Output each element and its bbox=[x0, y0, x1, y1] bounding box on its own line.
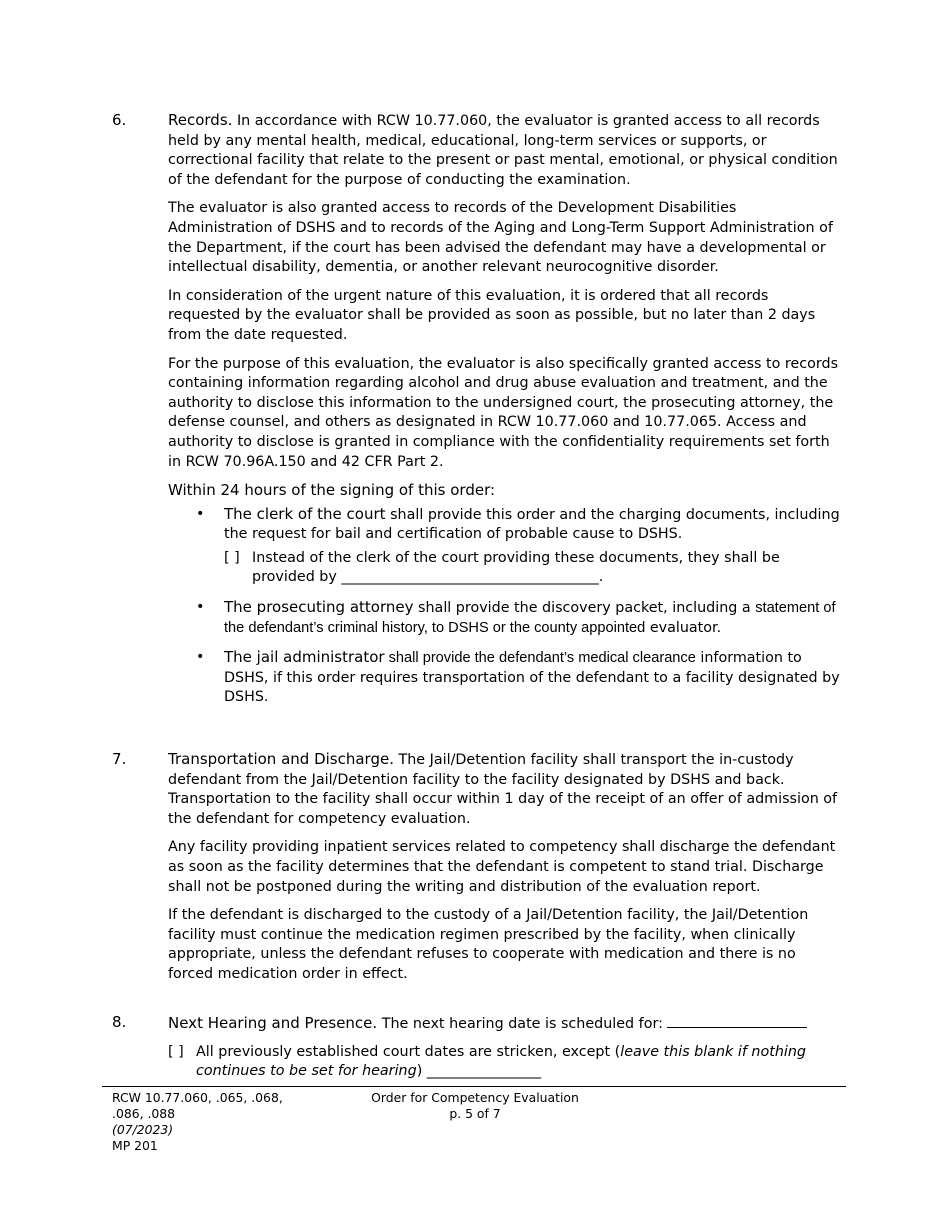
checkbox-bracket[interactable]: [ ] bbox=[224, 549, 240, 566]
list-item-prosecuting-attorney: • The prosecuting attorney shall provide the discovery packet, including a statement of the defendant’s criminal history, to DSHS or the county appointed evaluator. bbox=[196, 598, 836, 636]
section-6-records bbox=[112, 111, 844, 718]
footer-form-number: MP 201 bbox=[112, 1138, 158, 1153]
clerk-alternative-option: [ ] Instead of the clerk of the court providing these documents, they shall be provided by ____________________________________. bbox=[224, 549, 780, 586]
list-item-jail-administrator: • The jail administrator shall provide the defendant’s medical clearance information to DSHS, if this order requires transportation of the defendant to a facility designated by DSHS. bbox=[196, 648, 840, 706]
checkbox-bracket[interactable]: [ ] bbox=[168, 1043, 184, 1060]
section-number: 8. bbox=[112, 1013, 127, 1031]
next-hearing-heading: Next Hearing and Presence. bbox=[168, 1014, 378, 1032]
records-paragraph-3: In consideration of the urgent nature of this evaluation, it is ordered that all records requested by the evaluator shall be provided as soon as possible, but no later than 2 days from the date requested. bbox=[168, 287, 816, 343]
hearing-date-field[interactable] bbox=[667, 1013, 807, 1028]
bullet-icon: • bbox=[196, 505, 205, 522]
records-paragraph-2: The evaluator is also granted access to records of the Development Disabilities Administration of DSHS and to records of the Aging and Long-Term Support Administration of the Department, if the court has been advised the defendant may have a developmental or intellectual disability, dementia, or another relevant neurocognitive disorder. bbox=[168, 200, 833, 276]
transportation-paragraph-1: Transportation and Discharge. The Jail/Detention facility shall transport the in-custody defendant from the Jail/Detention facility to the facility designated by DSHS and back. Transportation to the facility shall occur within 1 day of the receipt of an offer of admission of the defendant for competency evaluation. bbox=[168, 750, 838, 827]
list-item-clerk: • The clerk of the court shall provide this order and the charging documents, including the request for bail and certification of probable cause to DSHS. [ ] Instead of the clerk of the court providing these documents, they shall be provided by ____________________________________. bbox=[168, 505, 844, 588]
section-number: 6. bbox=[112, 111, 127, 129]
duties-list bbox=[168, 505, 844, 708]
transportation-paragraph-2: Any facility providing inpatient services related to competency shall discharge the defendant as soon as the facility determines that the defendant is competent to stand trial. Discharge shall not be postponed during the writing and distribution of the evaluation report. bbox=[168, 839, 836, 895]
transportation-paragraph-3: If the defendant is discharged to the custody of a Jail/Detention facility, the Jail/Detention facility must continue the medication regimen prescribed by the facility, when clinically appropriate, unless the defendant refuses to cooperate with medication and there is no forced medication order in effect. bbox=[168, 907, 809, 982]
within-24-hours-heading: Within 24 hours of the signing of this order: bbox=[168, 481, 496, 500]
document-title: Order for Competency Evaluation bbox=[371, 1090, 579, 1105]
footer-title-block bbox=[355, 1090, 595, 1122]
transportation-heading: Transportation and Discharge. bbox=[168, 750, 394, 768]
section-7-transportation bbox=[112, 750, 844, 994]
bullet-icon: • bbox=[196, 649, 205, 666]
section-8-next-hearing bbox=[112, 1013, 844, 1082]
records-heading: Records. bbox=[168, 111, 233, 129]
page-number: p. 5 of 7 bbox=[449, 1106, 501, 1121]
next-hearing-paragraph: Next Hearing and Presence. The next hearing date is scheduled for: bbox=[168, 1013, 844, 1035]
records-paragraph-4: For the purpose of this evaluation, the evaluator is also specifically granted access to records containing information regarding alcohol and drug abuse evaluation and treatment, and the authority to disclose this information to the undersigned court, the prosecuting attorney, the defense counsel, and others as designated in RCW 10.77.060 and 10.77.065. Access and authority to disclose is granted in compliance with the confidentiality requirements set forth in RCW 70.96A.150 and 42 CFR Part 2. bbox=[168, 355, 839, 470]
court-dates-stricken-option: [ ] All previously established court dates are stricken, except (leave this blank if nothing continues to be set for hearing) ________________ bbox=[168, 1043, 807, 1080]
bullet-icon: • bbox=[196, 599, 205, 616]
footer-divider bbox=[102, 1086, 846, 1087]
section-number: 7. bbox=[112, 750, 127, 768]
footer-citation: RCW 10.77.060, .065, .068, .086, .088 (07/2023) MP 201 bbox=[112, 1090, 283, 1153]
records-paragraph-1: Records. In accordance with RCW 10.77.060, the evaluator is granted access to all records held by any mental health, medical, educational, long-term services or supports, or correctional facility that relate to the present or past mental, emotional, or physical condition of the defendant for the purpose of conducting the examination. bbox=[168, 111, 838, 188]
footer-revision-date: (07/2023) bbox=[112, 1122, 174, 1137]
